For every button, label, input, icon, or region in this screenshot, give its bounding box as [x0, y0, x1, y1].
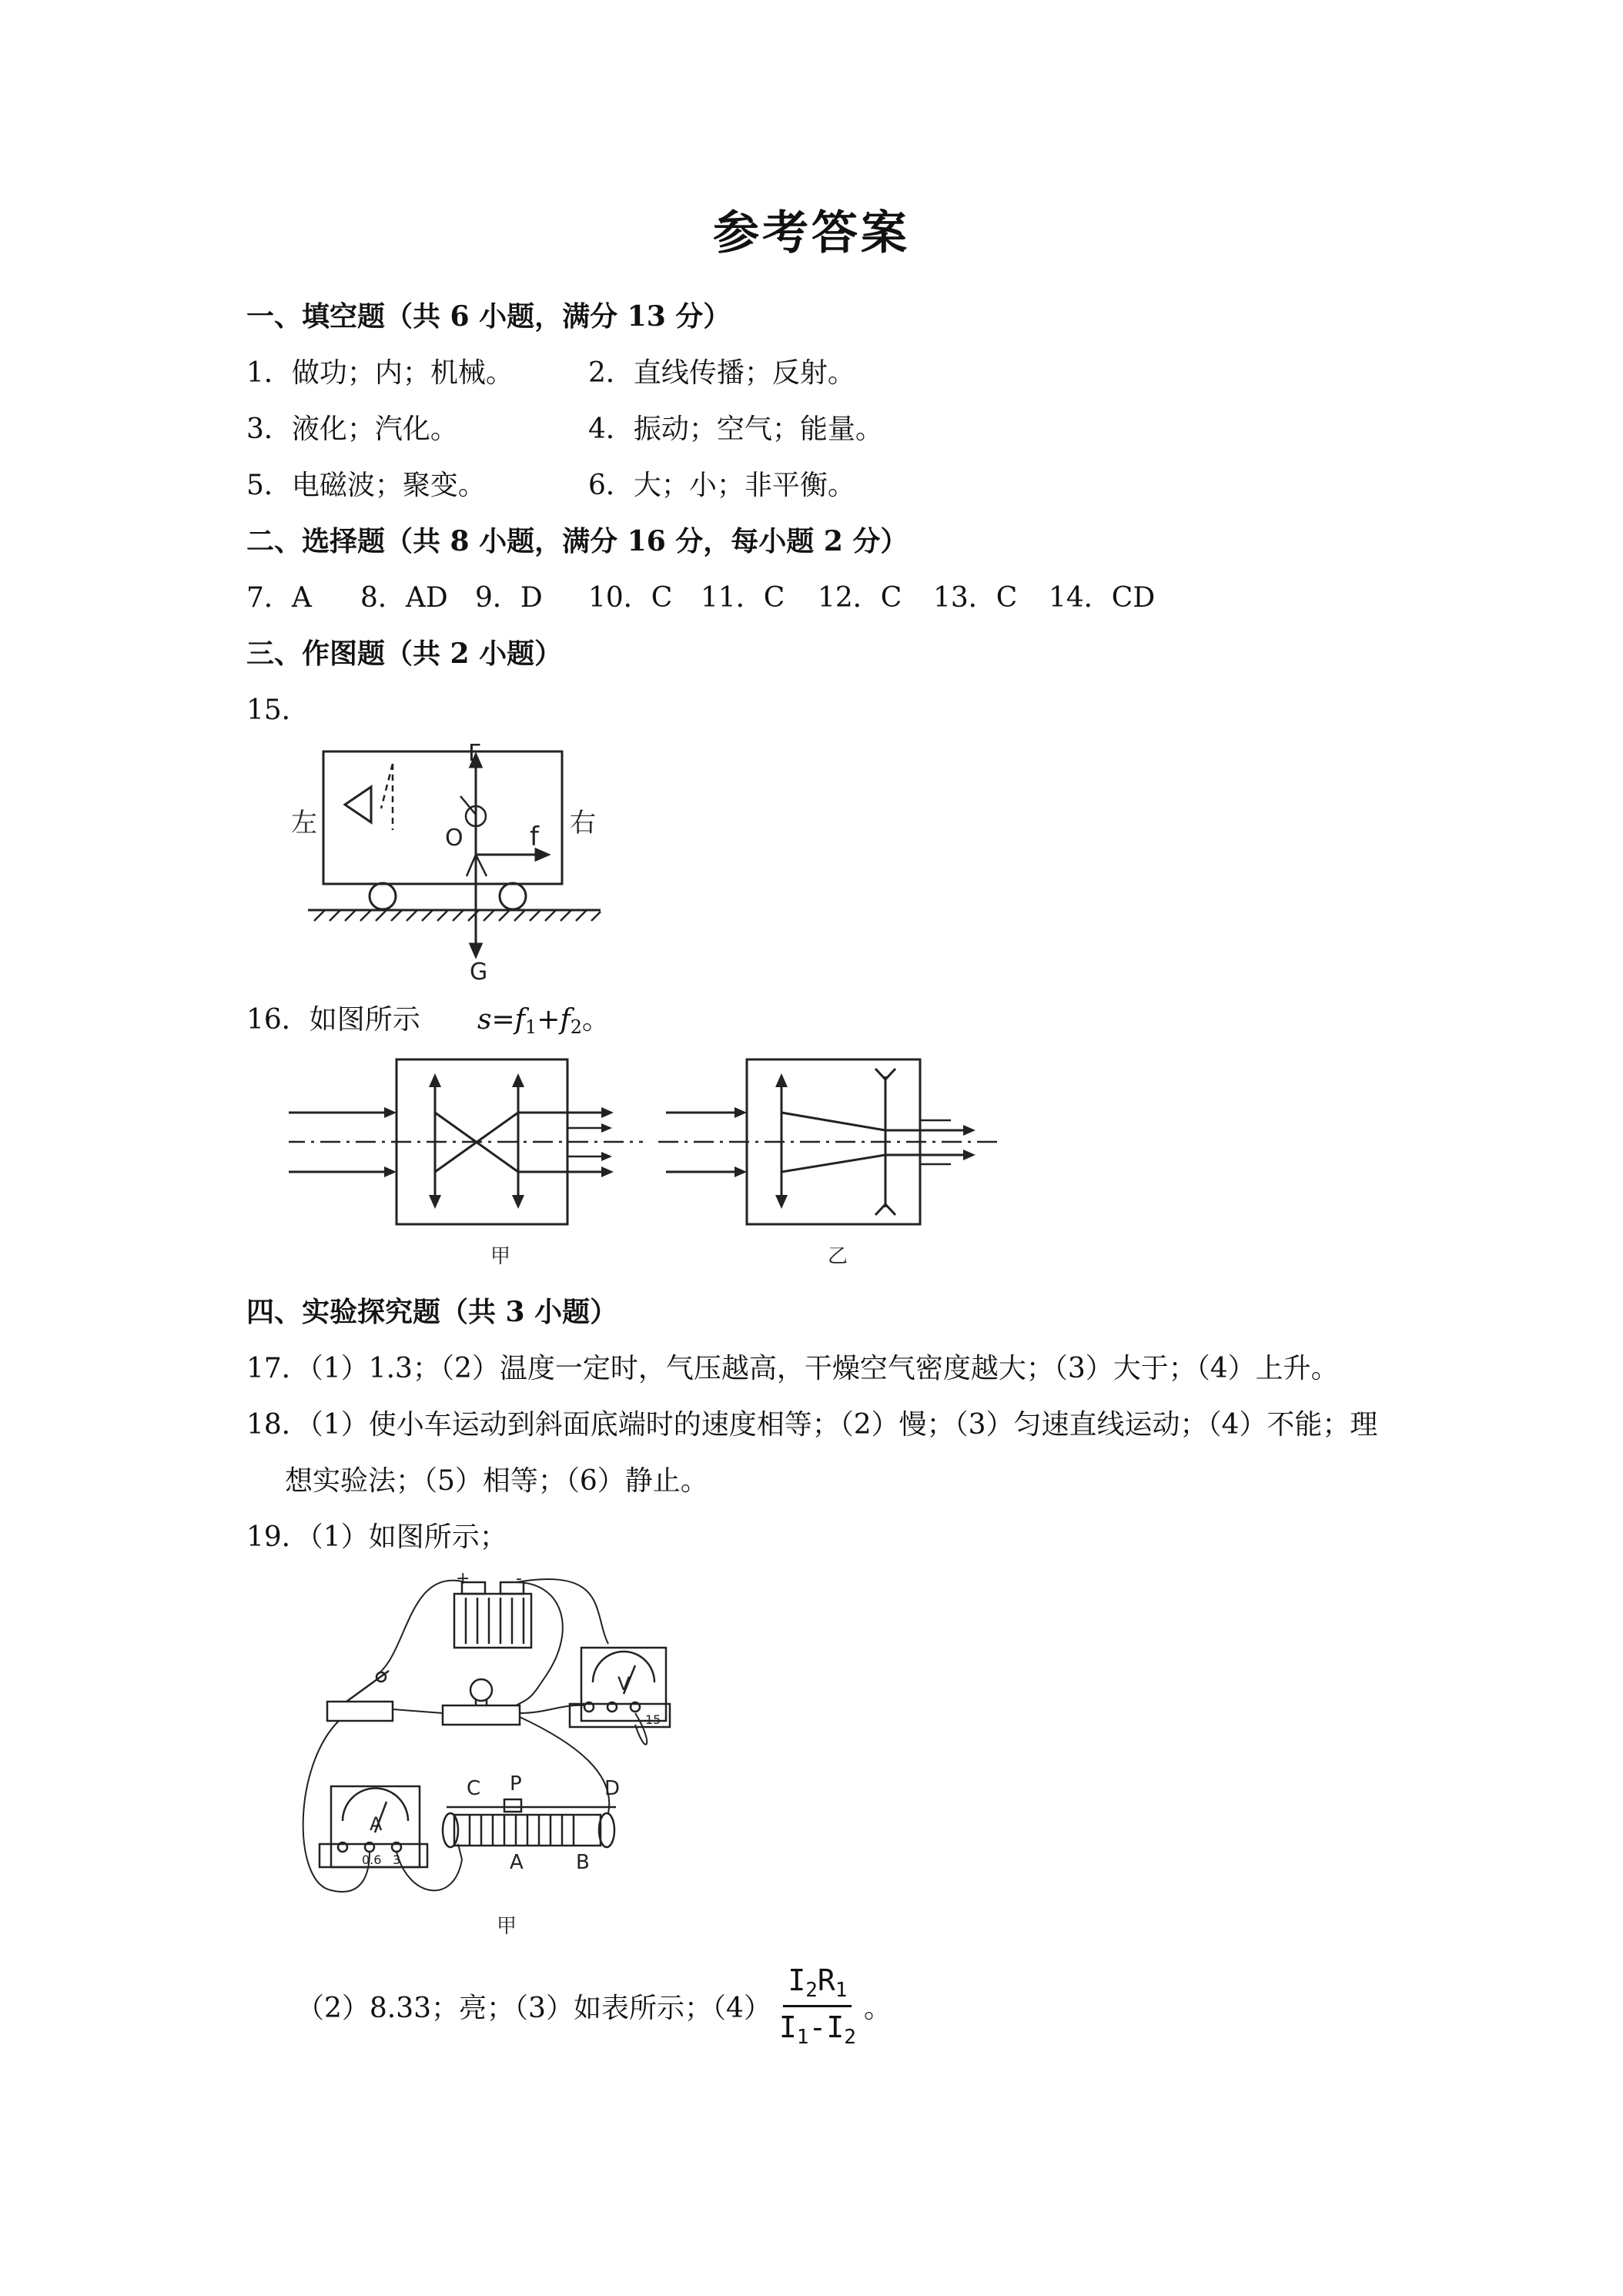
answer-6: 6．大；小；非平衡。 — [588, 470, 855, 501]
figure-19-circuit — [285, 1567, 693, 1944]
choice-answer: 12．C — [818, 582, 902, 614]
choice-answer: 7．A — [246, 582, 312, 614]
choice-answer: 14．CD — [1049, 582, 1156, 614]
figure-15-force-diagram — [285, 739, 608, 986]
label-right: 右 — [570, 808, 596, 838]
label-left: 左 — [291, 808, 317, 838]
label-G: G — [470, 959, 488, 986]
lamp — [443, 1679, 520, 1725]
answer-19-line2: （2）8.33；亮；（3）如表所示；（4） $\frac{I_2R_1}{I_1-I_2}$ 。 — [296, 1963, 892, 2049]
question-16-formula: $s=f_1+f_2$。 — [477, 1004, 611, 1038]
label-O: O — [445, 825, 463, 852]
battery-plus: + — [456, 1569, 470, 1588]
label-jia: 甲 — [497, 1915, 517, 1938]
section-heading-drawing: 三、作图题（共 2 小题） — [246, 638, 563, 670]
choice-answer: 11．C — [701, 582, 785, 614]
label-yi: 乙 — [828, 1245, 848, 1268]
rheostat-C: C — [467, 1777, 481, 1800]
figure-16-lens-diagrams — [289, 1047, 997, 1270]
rheostat — [443, 1799, 616, 1847]
cart-body — [323, 751, 562, 884]
answer-19-line1: 19．（1）如图所示； — [246, 1521, 507, 1553]
ammeter-label: A — [370, 1813, 383, 1835]
lens-system-jia — [289, 1059, 643, 1224]
section-heading-experiment: 四、实验探究题（共 3 小题） — [246, 1296, 618, 1328]
answer-5: 5．电磁波；聚变。 — [246, 470, 486, 501]
formula-fraction: $\frac{I_2R_1}{I_1-I_2}$ — [778, 1963, 856, 2049]
rheostat-P: P — [510, 1772, 522, 1796]
answer-17: 17．（1）1.3；（2）温度一定时，气压越高，干燥空气密度越大；（3）大于；（4）上升。 — [246, 1353, 1339, 1384]
answer-18-line2: 想实验法；（5）相等；（6）静止。 — [285, 1465, 708, 1497]
choice-answer: 8．AD — [360, 582, 448, 614]
ammeter-terminal-06: 0.6 — [362, 1853, 382, 1867]
battery-minus: - — [516, 1569, 522, 1588]
answer-3: 3．液化；汽化。 — [246, 413, 458, 445]
ammeter-terminal-3: 3 — [393, 1853, 401, 1867]
cart-wheel-right — [500, 883, 526, 909]
choice-answer: 13．C — [933, 582, 1018, 614]
section-heading-choice: 二、选择题（共 8 小题，满分 16 分，每小题 2 分） — [246, 525, 909, 557]
lens-system-yi — [658, 1059, 997, 1224]
ground-hatch — [314, 910, 601, 921]
section-heading-fill: 一、填空题（共 6 小题，满分 13 分） — [246, 300, 731, 333]
cart-wheel-left — [370, 883, 396, 909]
voltmeter-terminal-15: 15 — [645, 1712, 661, 1727]
battery — [454, 1582, 531, 1648]
answer-1: 1．做功；内；机械。 — [246, 357, 514, 389]
page-title: 参考答案 — [713, 206, 910, 260]
question-15-label: 15． — [246, 694, 310, 726]
dashed-line — [381, 764, 393, 808]
answer-4: 4．振动；空气；能量。 — [588, 413, 883, 445]
switch — [327, 1671, 393, 1721]
answer-18-line1: 18．（1）使小车运动到斜面底端时的速度相等；（2）慢；（3）匀速直线运动；（4）不能；理 — [246, 1409, 1378, 1441]
label-jia: 甲 — [490, 1245, 511, 1268]
label-F: F — [468, 740, 482, 767]
pendulum-bob — [345, 787, 371, 822]
rheostat-D: D — [604, 1777, 621, 1800]
voltmeter-label: V — [617, 1673, 631, 1695]
answer-2: 2．直线传播；反射。 — [588, 357, 855, 389]
choice-answer: 9．D — [475, 582, 543, 614]
rheostat-B: B — [576, 1851, 590, 1874]
question-16-label: 16．如图所示 — [246, 1004, 420, 1036]
label-f: f — [530, 822, 539, 852]
choice-answer: 10．C — [588, 582, 673, 614]
rheostat-A: A — [510, 1851, 524, 1874]
